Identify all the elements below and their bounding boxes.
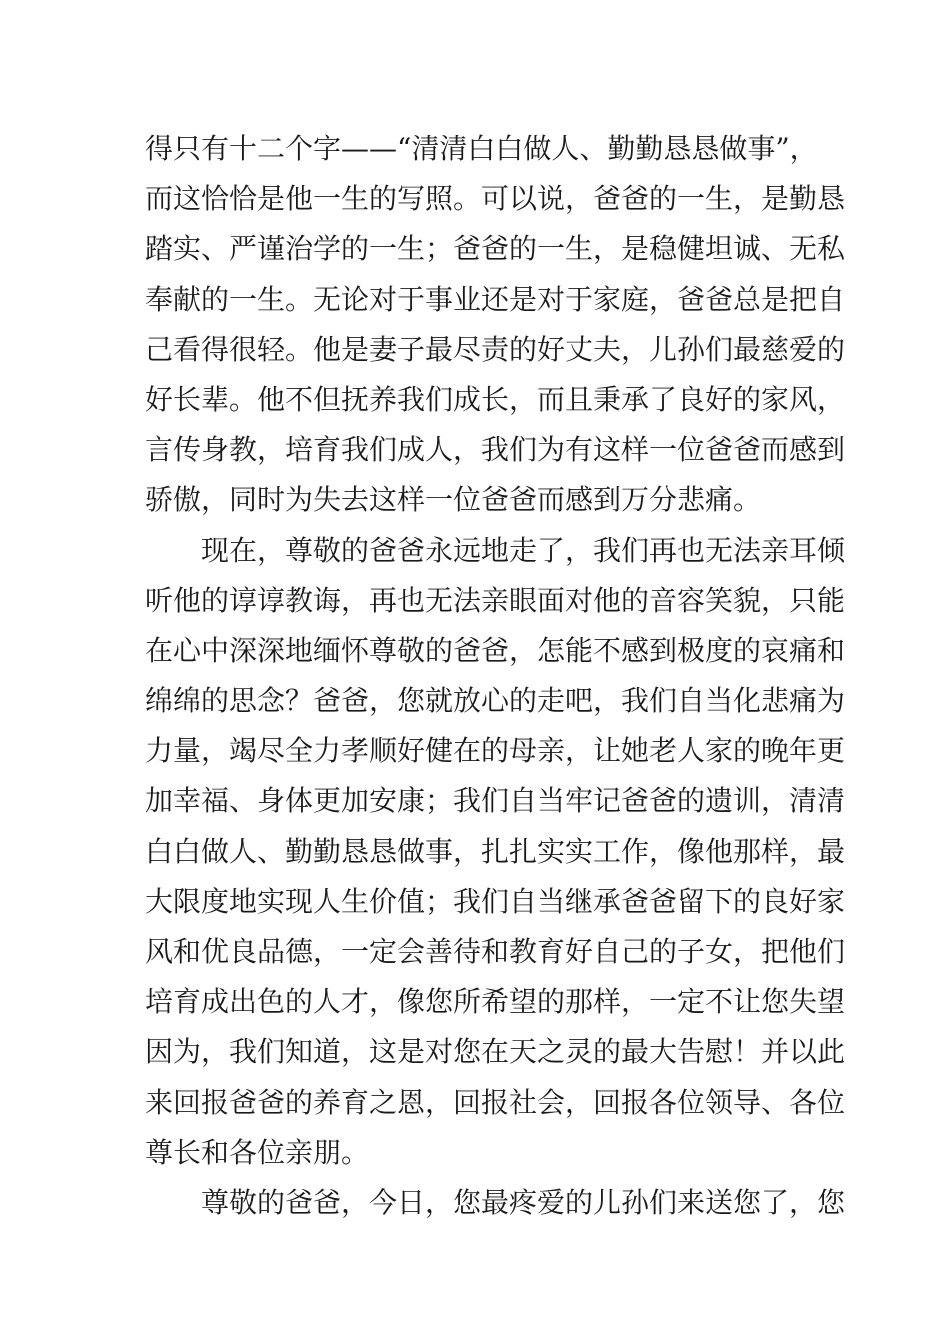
text-line-16: 大限度地实现人生价值；我们自当继承爸爸留下的良好家 xyxy=(145,884,846,918)
text-line-4: 奉献的一生。无论对于事业还是对于家庭，爸爸总是把自 xyxy=(145,282,846,316)
text-line-10: 听他的谆谆教诲，再也无法亲眼面对他的音容笑貌，只能 xyxy=(145,583,846,617)
text-line-8: 骄傲，同时为失去这样一位爸爸而感到万分悲痛。 xyxy=(145,483,762,517)
text-line-6: 好长辈。他不但抚养我们成长，而且秉承了良好的家风， xyxy=(145,382,846,416)
text-line-21: 尊长和各位亲朋。 xyxy=(145,1135,370,1169)
text-line-3: 踏实、严谨治学的一生；爸爸的一生，是稳健坦诚、无私 xyxy=(145,232,846,266)
text-line-19: 因为，我们知道，这是对您在天之灵的最大告慰！并以此 xyxy=(145,1035,846,1069)
text-line-11: 在心中深深地缅怀尊敬的爸爸，怎能不感到极度的哀痛和 xyxy=(145,633,846,667)
text-line-20: 来回报爸爸的养育之恩，回报社会，回报各位领导、各位 xyxy=(145,1085,846,1119)
text-line-2: 而这恰恰是他一生的写照。可以说，爸爸的一生，是勤恳 xyxy=(145,182,846,216)
text-line-15: 白白做人、勤勤恳恳做事，扎扎实实工作，像他那样，最 xyxy=(145,834,846,868)
text-line-22: 尊敬的爸爸，今日，您最疼爱的儿孙们来送您了，您 xyxy=(201,1185,846,1219)
text-line-14: 加幸福、身体更加安康；我们自当牢记爸爸的遗训，清清 xyxy=(145,784,846,818)
text-line-1: 得只有十二个字——“清清白白做人、勤勤恳恳做事”， xyxy=(145,132,818,165)
text-line-17: 风和优良品德，一定会善待和教育好自己的子女，把他们 xyxy=(145,935,846,968)
text-line-7: 言传身教，培育我们成人，我们为有这样一位爸爸而感到 xyxy=(145,433,846,467)
text-line-5: 己看得很轻。他是妻子最尽责的好丈夫，儿孙们最慈爱的 xyxy=(145,332,846,366)
text-line-12: 绵绵的思念？爸爸，您就放心的走吧，我们自当化悲痛为 xyxy=(145,684,846,718)
text-line-9: 现在，尊敬的爸爸永远地走了，我们再也无法亲耳倾 xyxy=(201,533,846,567)
text-line-13: 力量，竭尽全力孝顺好健在的母亲，让她老人家的晚年更 xyxy=(145,734,846,768)
text-line-18: 培育成出色的人才，像您所希望的那样，一定不让您失望 xyxy=(145,985,846,1019)
body-text xyxy=(145,124,846,1228)
